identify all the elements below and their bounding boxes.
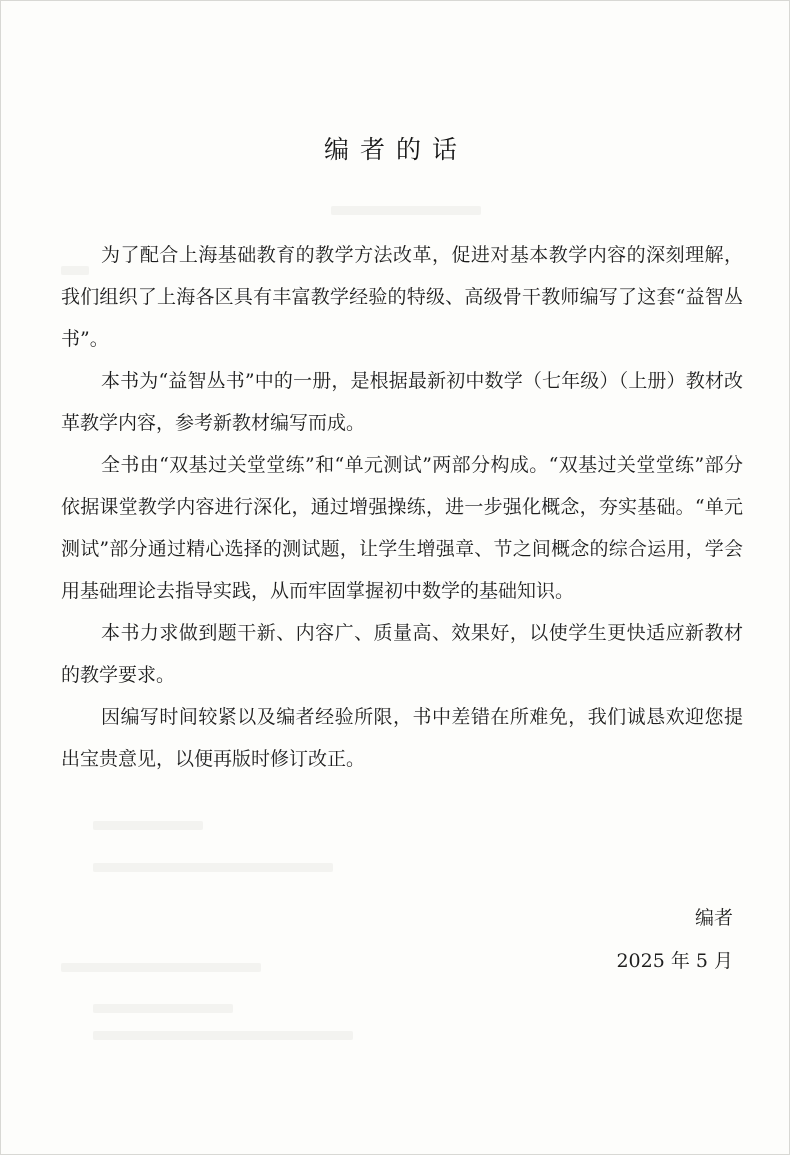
body-text [61, 234, 743, 780]
signature: 编者 [694, 907, 733, 929]
show-through-mark [93, 821, 203, 830]
paragraph: 因编写时间较紧以及编者经验所限，书中差错在所难免，我们诚恳欢迎您提出宝贵意见，以便再版时修订改正。 [61, 706, 743, 770]
paragraph: 本书为“益智丛书”中的一册，是根据最新初中数学（七年级）（上册）教材改革教学内容，参考新教材编写而成。 [61, 370, 743, 434]
page-title: 编者的话 [323, 134, 468, 164]
show-through-mark [331, 206, 481, 215]
paragraph: 全书由“双基过关堂堂练”和“单元测试”两部分构成。“双基过关堂堂练”部分依据课堂教学内容进行深化，通过增强操练，进一步强化概念，夯实基础。“单元测试”部分通过精心选择的测试题，让学生增强章、节之间概念的综合运用，学会用基础理论去指导实践，从而牢固掌握初中数学的基础知识。 [61, 454, 743, 602]
paragraph: 本书力求做到题干新、内容广、质量高、效果好，以使学生更快适应新教材的教学要求。 [61, 622, 743, 686]
show-through-mark [93, 1004, 233, 1013]
show-through-mark [93, 863, 333, 872]
show-through-mark [61, 963, 261, 972]
show-through-mark [93, 1031, 353, 1040]
date: 2025 年 5 月 [616, 950, 733, 972]
paragraph: 为了配合上海基础教育的教学方法改革，促进对基本教学内容的深刻理解，我们组织了上海各区具有丰富教学经验的特级、高级骨干教师编写了这套“益智丛书”。 [61, 244, 743, 350]
